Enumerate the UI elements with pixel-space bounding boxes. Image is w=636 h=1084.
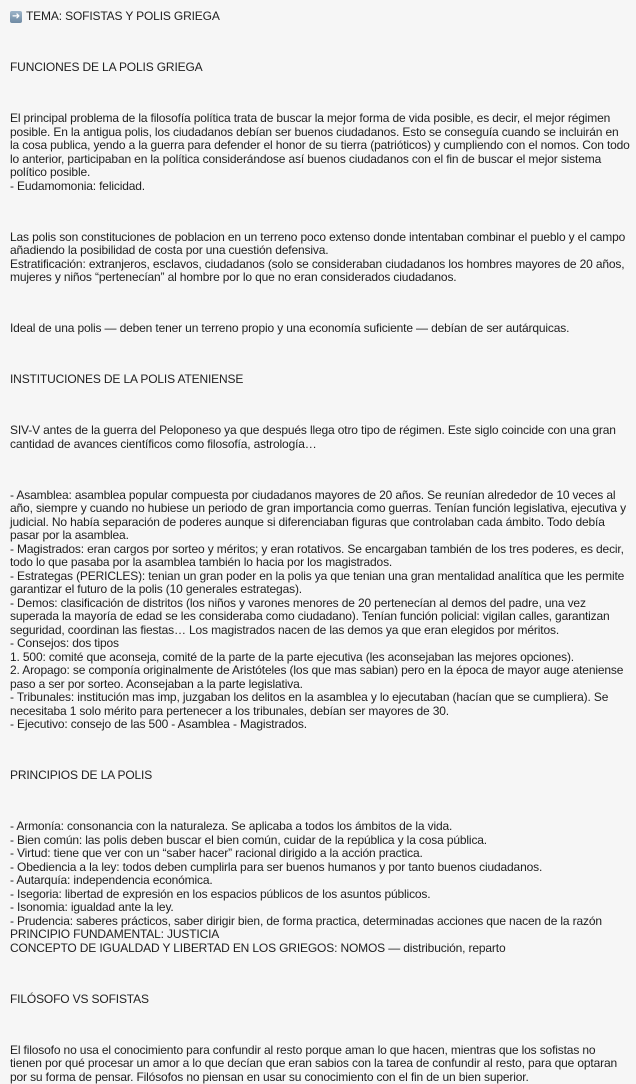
section-heading: PRINCIPIOS DE LA POLIS <box>10 769 630 783</box>
spacer <box>10 399 630 413</box>
paragraph: Estratificación: extranjeros, esclavos, ciudadanos (solo se consideraban ciudadanos los hombres mayores de 20 años, mujeres y niños “pertenecían” al hombre por lo que no eran considerados ciudadanos. <box>10 258 630 285</box>
spacer <box>10 297 630 311</box>
paragraph: - Obediencia a la ley: todos deben cumplirla para ser buenos humanos y por tanto buenos ciudadanos. <box>10 861 630 875</box>
paragraph: - Asamblea: asamblea popular compuesta por ciudadanos mayores de 20 años. Se reunían alrededor de 10 veces al año, siempre y cuando no hubiese un periodo de gran importancia como guerras. Tenían función legislativa, ejecutiva y judicial. No había separación de poderes aunque si diferenciaban figuras que controlaban cada ámbito. Todo debía pasar por la asamblea. <box>10 489 630 543</box>
paragraph: - Consejos: dos tipos <box>10 637 630 651</box>
right-arrow-icon: ➜ <box>10 11 22 23</box>
spacer <box>10 36 630 50</box>
spacer <box>10 1018 630 1032</box>
paragraph: - Bien común: las polis deben buscar el bien común, cuidar de la república y la cosa pública. <box>10 834 630 848</box>
document-title <box>10 10 630 24</box>
paragraph: PRINCIPIO FUNDAMENTAL: JUSTICIA <box>10 928 630 942</box>
section-heading: FUNCIONES DE LA POLIS GRIEGA <box>10 61 630 75</box>
spacer <box>10 967 630 981</box>
paragraph: CONCEPTO DE IGUALDAD Y LIBERTAD EN LOS GRIEGOS: NOMOS — distribución, reparto <box>10 942 630 956</box>
spacer <box>10 795 630 809</box>
paragraph: El filosofo no usa el conocimiento para confundir al resto porque aman lo que hacen, mientras que los sofistas no tienen por qué procesar un amor a lo que decían que eran sabios con la tarea de confundir al resto, para que optaran por su forma de pensar. Filósofos no piensan en usar su conocimiento con el fin de un bien superior. <box>10 1044 630 1084</box>
document-body <box>10 36 630 1084</box>
paragraph: 1. 500: comité que aconseja, comité de la parte de la parte ejecutiva (les aconsejaban las mejores opciones). <box>10 651 630 665</box>
paragraph: SIV-V antes de la guerra del Peloponeso ya que después llega otro tipo de régimen. Este siglo coincide con una gran cantidad de avances científicos como filosofía, astrología… <box>10 424 630 451</box>
spacer <box>10 744 630 758</box>
document <box>10 10 630 1084</box>
paragraph: - Autarquía: independencia económica. <box>10 874 630 888</box>
paragraph: El principal problema de la filosofía política trata de buscar la mejor forma de vida posible, es decir, el mejor régimen posible. En la antigua polis, los ciudadanos debían ser buenos ciudadanos. Esto se conseguía cuando se incluirán en la cosa publica, yendo a la guerra para defender el honor de su tierra (patrióticos) y cumpliendo con el nomos. Con todo lo anterior, participaban en la política considerándose así buenos ciudadanos con el fin de buscar el mejor sistema político posible. <box>10 112 630 180</box>
paragraph: - Virtud: tiene que ver con un “saber hacer” racional dirigido a la acción practica. <box>10 847 630 861</box>
spacer <box>10 205 630 219</box>
spacer <box>10 348 630 362</box>
spacer <box>10 87 630 101</box>
paragraph: - Estrategas (PERICLES): tenian un gran poder en la polis ya que tenian una gran mentalidad analítica que les permite garantizar el futuro de la polis (10 generales estrategas). <box>10 570 630 597</box>
paragraph: - Armonía: consonancia con la naturaleza. Se aplicaba a todos los ámbitos de la vida. <box>10 820 630 834</box>
spacer <box>10 463 630 477</box>
paragraph: - Magistrados: eran cargos por sorteo y méritos; y eran rotativos. Se encargaban también de los tres poderes, es decir, todo lo que pasaba por la asamblea también lo hacia por los magistrados. <box>10 543 630 570</box>
section-heading: FILÓSOFO VS SOFISTAS <box>10 993 630 1007</box>
paragraph: Las polis son constituciones de poblacion en un terreno poco extenso donde intentaban combinar el pueblo y el campo añadiendo la posibilidad de costa por una cuestión defensiva. <box>10 231 630 258</box>
paragraph: 2. Aropago: se componía originalmente de Aristóteles (los que mas sabian) pero en la época de mayor auge ateniense paso a ser por sorteo. Aconsejaban a la parte legislativa. <box>10 664 630 691</box>
paragraph: - Demos: clasificación de distritos (los niños y varones menores de 20 pertenecían al demos del padre, una vez superada la mayoría de edad se les consideraba como ciudadano). Tenían función policial: vigilan calles, garantizan seguridad, coordinan las fiestas… Los magistrados nacen de las demos ya que eran elegidos por méritos. <box>10 597 630 638</box>
paragraph: - Prudencia: saberes prácticos, saber dirigir bien, de forma practica, determinadas acciones que nacen de la razón <box>10 915 630 929</box>
paragraph: Ideal de una polis — deben tener un terreno propio y una economía suficiente — debían de ser autárquicas. <box>10 322 630 336</box>
paragraph: - Isonomia: igualdad ante la ley. <box>10 901 630 915</box>
paragraph: - Isegoria: libertad de expresión en los espacios públicos de los asuntos públicos. <box>10 888 630 902</box>
title-text: TEMA: SOFISTAS Y POLIS GRIEGA <box>26 10 220 24</box>
paragraph: - Ejecutivo: consejo de las 500 - Asamblea - Magistrados. <box>10 718 630 732</box>
paragraph: - Tribunales: institución mas imp, juzgaban los delitos en la asamblea y lo ejecutaban (hacían que se cumpliera). Se necesitaba 1 solo mérito para pertenecer a los tribunales, debían ser mayores de 30. <box>10 691 630 718</box>
paragraph: - Eudamomonia: felicidad. <box>10 180 630 194</box>
section-heading: INSTITUCIONES DE LA POLIS ATENIENSE <box>10 373 630 387</box>
